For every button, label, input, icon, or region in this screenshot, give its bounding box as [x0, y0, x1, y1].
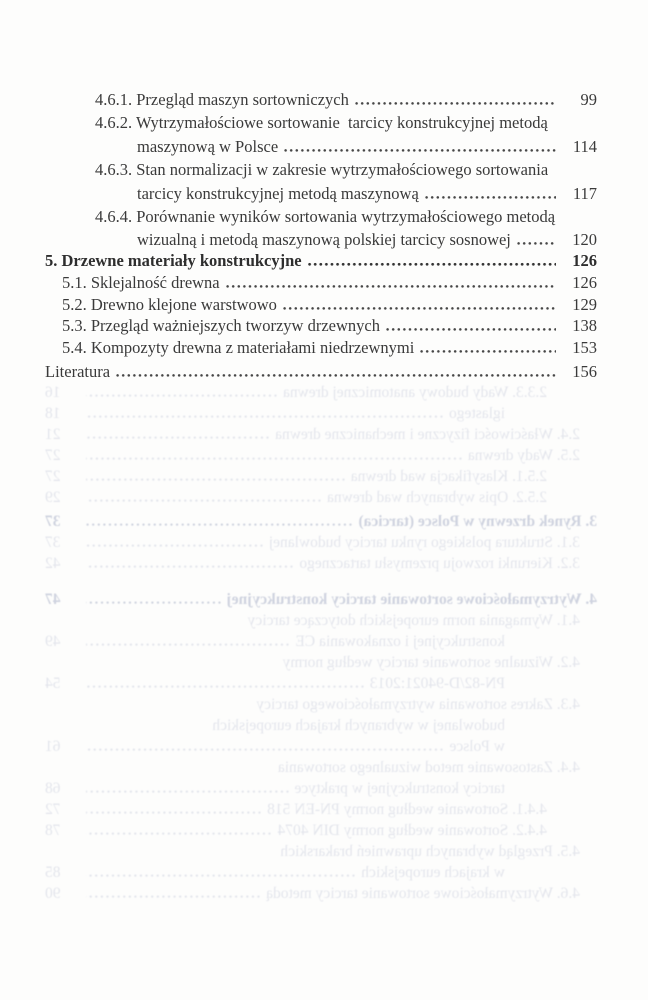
ghost-entry-label: iglastego: [449, 405, 505, 422]
toc-entry-label: maszynową w Polsce: [137, 136, 279, 156]
toc-entry: [45, 158, 597, 181]
toc-entry: [45, 135, 597, 158]
toc-entry-label: 5. Drzewne materiały konstrukcyjne: [45, 251, 302, 270]
ghost-toc-entry: [45, 673, 597, 694]
page-number: 126: [572, 251, 597, 270]
page-number: 72: [45, 801, 61, 818]
dot-leader: [86, 684, 364, 688]
toc-entry-label: tarcicy konstrukcyjnej metodą maszynową: [137, 183, 419, 203]
dot-leader: [517, 240, 556, 245]
ghost-toc-entry: [45, 757, 597, 778]
page-number: 27: [45, 447, 61, 464]
ghost-entry-label: budowlanej w wybranych krajach europejskich: [212, 717, 505, 734]
page-number: 99: [580, 90, 597, 109]
ghost-toc-entry: [45, 883, 597, 904]
dot-leader: [86, 747, 443, 751]
page-number: 61: [45, 738, 61, 755]
ghost-entry-label: 4. Wytrzymałościowe sortowanie tarcicy konstrukcyjnej: [226, 591, 597, 608]
ghost-entry-label: w krajach europejskich: [361, 864, 505, 881]
ghost-toc-entry: [45, 841, 597, 862]
ghost-toc-entry: [45, 403, 597, 424]
page-number: 21: [45, 426, 61, 443]
toc-entry-label: 5.3. Przegląd ważniejszych tworzyw drzewnych: [62, 316, 380, 336]
ghost-entry-label: 3.1. Struktura polskiego rynku tarcicy budowlanej: [268, 534, 580, 551]
page-number: 42: [45, 555, 61, 572]
dot-leader: [86, 435, 269, 439]
page-number: 47: [45, 591, 61, 608]
toc-entry: [45, 228, 597, 251]
toc-entry: [45, 272, 597, 294]
dot-leader: [86, 810, 261, 814]
dot-leader: [86, 456, 462, 460]
ghost-toc-entry: [45, 778, 597, 799]
dot-leader: [86, 894, 260, 898]
page-number: 114: [572, 136, 597, 156]
dot-leader: [283, 305, 556, 310]
ghost-entry-label: 2.5.2. Opis wybranych wad drewna: [327, 489, 547, 506]
toc-entry: [45, 182, 597, 205]
toc-entry: [45, 88, 597, 111]
toc-entry: [45, 294, 597, 316]
ghost-entry-label: 4.1. Wymagania norm europejskich dotyczące tarcicy: [247, 612, 580, 629]
page-number: 85: [45, 864, 61, 881]
dot-leader: [308, 261, 556, 266]
dot-leader: [86, 600, 221, 604]
ghost-entry-label: 4.3. Zakres sortowania wytrzymałościowego tarcicy: [256, 696, 580, 713]
ghost-toc-entry: [45, 424, 597, 445]
ghost-toc-entry: [45, 715, 597, 736]
toc-entry: [45, 205, 597, 228]
page-number: 49: [45, 633, 61, 650]
dot-leader: [386, 326, 556, 331]
ghost-entry-label: 4.2. Wizualne sortowanie tarcicy według normy: [282, 654, 580, 671]
ghost-toc-entry: [45, 589, 597, 610]
ghost-toc-entry: [45, 532, 597, 553]
ghost-toc-entry: [45, 799, 597, 820]
toc-entry: [45, 361, 597, 383]
dot-leader: [86, 414, 443, 418]
toc-entry-label: 5.4. Kompozyty drewna z materiałami niedrzewnymi: [62, 338, 415, 358]
ghost-entry-label: konstrukcyjnej i oznakowania CE: [295, 633, 505, 650]
ghost-entry-label: 4.6. Wytrzymałościowe sortowanie tarcicy metodą: [266, 885, 580, 902]
page-number: 16: [45, 384, 61, 401]
page-number: 90: [45, 885, 61, 902]
dot-leader: [86, 498, 321, 502]
dot-leader: [226, 283, 556, 288]
ghost-entry-label: 4.4.1. Sortowanie według normy PN-EN 518: [267, 801, 547, 818]
dot-leader: [86, 564, 293, 568]
dot-leader: [425, 194, 556, 199]
ghost-toc-entry: [45, 652, 597, 673]
toc-entry: [45, 111, 597, 134]
toc-entry-label: 5.1. Sklejalność drewna: [62, 272, 220, 292]
page-number: 37: [45, 513, 61, 530]
toc-entry: [45, 250, 597, 272]
ghost-entry-label: 2.5. Wady drewna: [467, 447, 580, 464]
dot-leader: [86, 477, 345, 481]
toc-lower-block: [45, 250, 597, 383]
dot-leader: [86, 831, 272, 835]
page-number: 54: [45, 675, 61, 692]
page-number: 153: [572, 338, 597, 358]
ghost-toc-entry: [45, 553, 597, 574]
toc-entry: [45, 337, 597, 359]
ghost-entry-label: 3.2. Kierunki rozwoju przemysłu tartacznego: [299, 555, 580, 572]
ghost-entry-label: 2.5.1. Klasyfikacja wad drewna: [350, 468, 547, 485]
page-number: 37: [45, 534, 61, 551]
page-number: 78: [45, 822, 61, 839]
dot-leader: [284, 147, 556, 152]
ghost-toc-entry: [45, 382, 597, 403]
ghost-toc-entry: [45, 694, 597, 715]
dot-leader: [86, 393, 277, 397]
dot-leader: [420, 348, 556, 353]
dot-leader: [355, 100, 556, 105]
ghost-toc-entry: [45, 631, 597, 652]
toc-entry-label: 4.6.1. Przegląd maszyn sortowniczych: [95, 90, 349, 109]
ghost-entry-label: 4.5. Przegląd wybranych uprawnień brakarskich: [280, 843, 580, 860]
ghost-entry-label: 3. Rynek drzewny w Polsce (tarcica): [358, 513, 597, 530]
ghost-toc-entry: [45, 610, 597, 631]
dot-leader: [116, 372, 556, 377]
toc-entry: [45, 315, 597, 337]
ghost-entry-label: 4.4. Zastosowanie metod wizualnego sortowania: [277, 759, 580, 776]
dot-leader: [86, 522, 352, 526]
ghost-toc-entry: [45, 487, 597, 508]
toc-entry-label: 5.2. Drewno klejone warstwowo: [62, 294, 277, 314]
ghost-entry-label: 2.3.3. Wady budowy anatomicznej drewna: [282, 384, 547, 401]
toc-entry-label: 4.6.2. Wytrzymałościowe sortowanie tarcicy konstrukcyjnej metodą: [95, 113, 548, 133]
page-number: 156: [572, 361, 597, 381]
ghost-entry-label: tarcicy konstrukcyjnej w praktyce: [294, 780, 505, 797]
toc-entry-label: Literatura: [45, 361, 111, 381]
toc-entry-label: 4.6.4. Porównanie wyników sortowania wytrzymałościowego metodą: [95, 207, 556, 227]
ghost-toc-entry: [45, 466, 597, 487]
page-number: 138: [572, 316, 597, 336]
dot-leader: [86, 642, 289, 646]
verso-show-through-text: [45, 382, 597, 904]
page-number: 68: [45, 780, 61, 797]
dot-leader: [86, 789, 289, 793]
page-number: 117: [572, 183, 597, 203]
ghost-toc-entry: [45, 445, 597, 466]
ghost-entry-label: w Polsce: [449, 738, 505, 755]
page-number: 18: [45, 405, 61, 422]
ghost-entry-label: 2.4. Właściwości fizyczne i mechaniczne drewna: [275, 426, 580, 443]
page-number: 120: [572, 230, 597, 250]
page-number: 29: [45, 489, 61, 506]
ghost-toc-entry: [45, 862, 597, 883]
page-number: 129: [572, 294, 597, 314]
dot-leader: [86, 543, 263, 547]
page-number: 126: [572, 272, 597, 292]
ghost-toc-entry: [45, 736, 597, 757]
toc-upper-block: [45, 88, 597, 252]
ghost-entry-label: PN-82/D-94021:2013: [369, 675, 505, 692]
dot-leader: [86, 873, 355, 877]
toc-entry-label: wizualną i metodą maszynową polskiej tarcicy sosnowej: [137, 230, 511, 250]
page-number: 27: [45, 468, 61, 485]
ghost-entry-label: 4.4.2. Sortowanie według normy DIN 4074: [277, 822, 547, 839]
toc-entry-label: 4.6.3. Stan normalizacji w zakresie wytrzymałościowego sortowania: [95, 160, 549, 180]
ghost-toc-entry: [45, 820, 597, 841]
ghost-toc-entry: [45, 511, 597, 532]
